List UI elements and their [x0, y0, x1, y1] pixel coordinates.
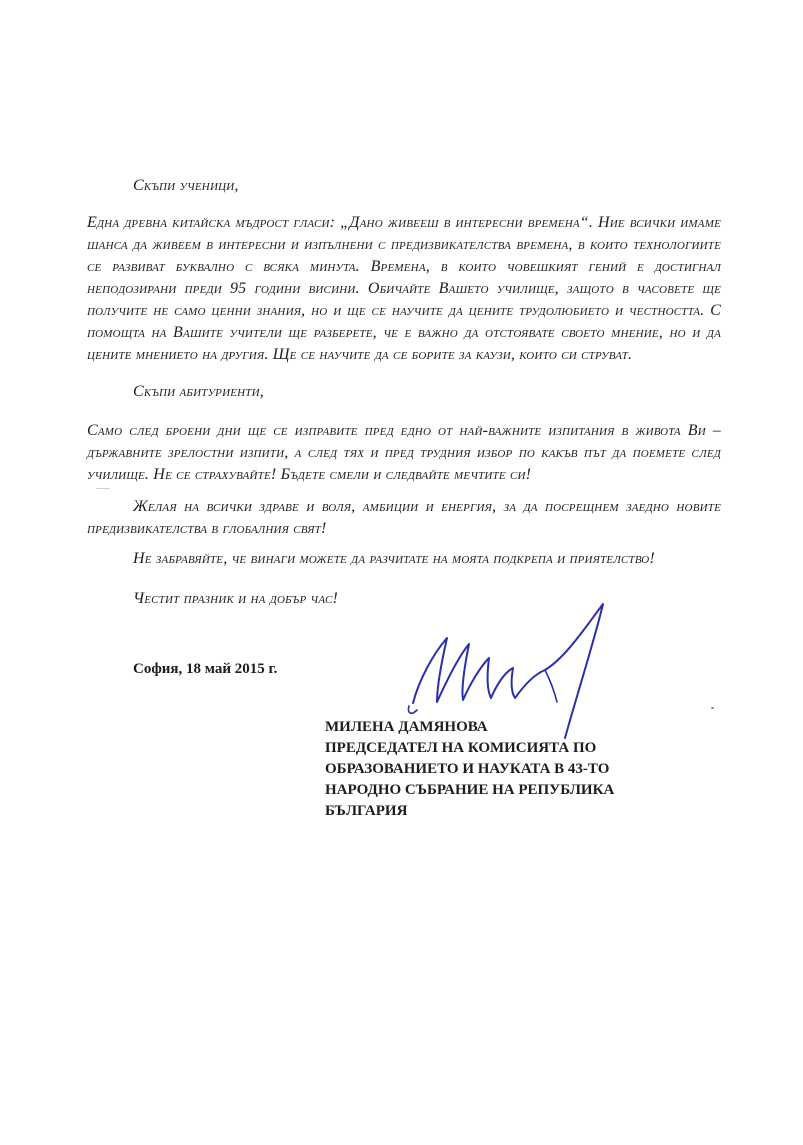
paragraph-3: Желая на всички здраве и воля, амбиции и енергия, за да посрещнем заедно новите предизвикателства в глобалния свят!: [87, 498, 721, 537]
paragraph-4: Не забравяйте, че винаги можете да разчитате на моята подкрепа и приятелство!: [133, 550, 655, 567]
signatory-title-line-2: ОБРАЗОВАНИЕТО И НАУКАТА В 43-ТО: [325, 761, 610, 777]
greeting-graduates: Скъпи абитуриенти,: [133, 383, 264, 400]
signatory-block: [325, 717, 614, 822]
signatory-title-line-4: БЪЛГАРИЯ: [325, 803, 408, 819]
paper-speck: [96, 488, 110, 489]
paragraph-1: Една древна китайска мъдрост гласи: „Дано живееш в интересни времена“. Ние всички имаме шанса да живеем в интересни и изпълнени с предизвикателства времена, в които технологиите се развиват буквално с всяка минута. Времена, в които човешкият гений е достигнал неподозирани преди 95 години висини. Обичайте Вашето училище, защото в часовете ще получите не само ценни знания, но и ще се научите да цените трудолюбието и честността. С помощта на Вашите учители ще разберете, че е важно да отстоявате своето мнение, но и да цените мнението на другия. Ще се научите да се борите за каузи, които си струват.: [87, 214, 721, 363]
closing-line: Честит празник и на добър час!: [133, 590, 339, 607]
signatory-name: МИЛЕНА ДАМЯНОВА: [325, 719, 488, 735]
signatory-title-line-3: НАРОДНО СЪБРАНИЕ НА РЕПУБЛИКА: [325, 782, 615, 798]
date-place: София, 18 май 2015 г.: [133, 661, 278, 677]
paragraph-2: Само след броени дни ще се изправите пред едно от най-важните изпитания в живота Ви – държавните зрелостни изпити, а след тях и пред трудния избор по какъв път да поемете след училище. Не се страхувайте! Бъдете смели и следвайте мечтите си!: [87, 422, 721, 483]
greeting-students: Скъпи ученици,: [133, 177, 239, 194]
signatory-title-line-1: ПРЕДСЕДАТЕЛ НА КОМИСИЯТА ПО: [325, 740, 597, 756]
paper-speck: [711, 707, 714, 709]
